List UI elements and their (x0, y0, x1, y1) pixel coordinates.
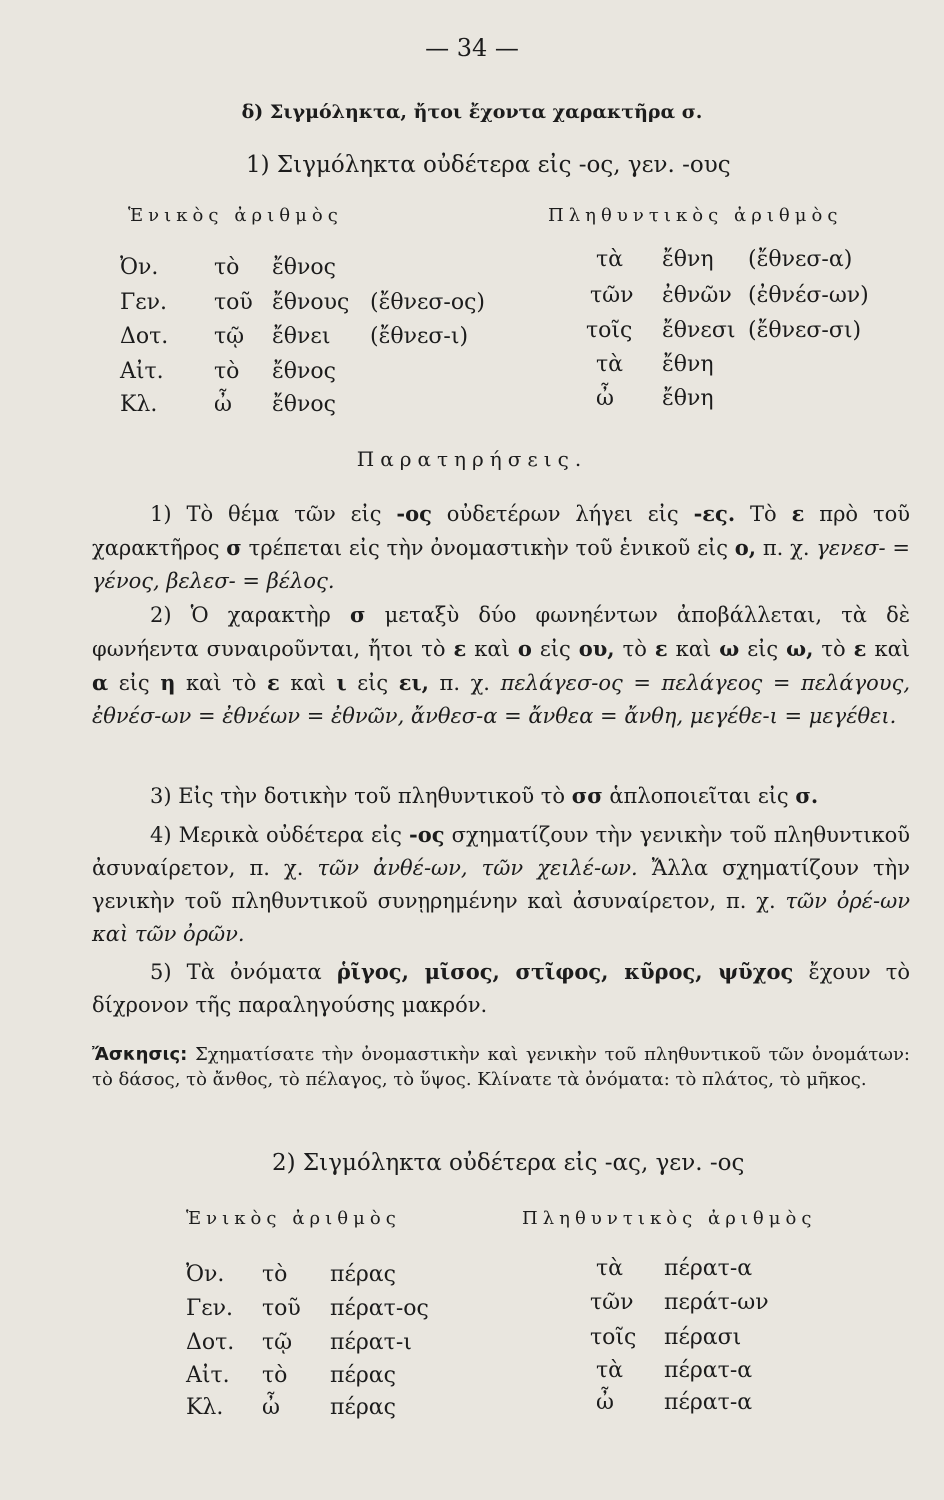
plural-form: πέρατ-α (664, 1256, 753, 1281)
article: ὦ (214, 392, 232, 417)
case-label: Ὀν. (186, 1262, 225, 1287)
plural-article: τῶν (590, 1290, 634, 1315)
plural-article: τὰ (596, 1256, 624, 1281)
stem-note: (ἔθνεσ-ος) (370, 290, 486, 315)
section-heading: δ) Σιγμόληκτα, ἤτοι ἔχοντα χαρακτῆρα σ. (241, 101, 703, 123)
plural-form: ἔθνη (662, 386, 714, 411)
table2-title: 2) Σιγμόληκτα οὐδέτερα εἰς -ας, γεν. -ος (272, 1150, 745, 1176)
exercise-label: Ἄσκησις: (92, 1044, 188, 1065)
article: τὸ (214, 359, 240, 384)
case-label: Αἰτ. (120, 359, 164, 384)
plural-article: τῶν (590, 283, 634, 308)
article: τὸ (214, 255, 240, 280)
plural-form: πέρατ-α (664, 1390, 753, 1415)
plural-form: ἔθνη (662, 352, 714, 377)
plural-form: ἔθνεσι (662, 318, 736, 343)
article: τὸ (262, 1262, 288, 1287)
page-number: — 34 — (425, 34, 519, 62)
table2-singular-header: Ἑνικὸς ἀριθμὸς (186, 1208, 401, 1229)
plural-form: ἔθνη (662, 247, 714, 272)
plural-article: τὰ (596, 1358, 624, 1383)
plural-article: τοῖς (590, 1325, 637, 1350)
plural-form: περάτ-ων (664, 1290, 769, 1315)
case-label: Δοτ. (120, 324, 169, 349)
case-label: Δοτ. (186, 1330, 235, 1355)
observation-2: 2) Ὁ χαρακτὴρ σ μεταξὺ δύο φωνηέντων ἀποβάλλεται, τὰ δὲ φωνήεντα συναιροῦνται, ἤτοι τὸ ε καὶ ο εἰς ου, τὸ ε καὶ ω εἰς ω, τὸ ε καὶ α εἰς η καὶ τὸ ε καὶ ι εἰς ει, π. χ. πελάγεσ-ος = πελάγεος = πελάγους, ἐθνέσ-ων = ἐθνέων = ἐθνῶν, ἄνθεσ-α = ἄνθεα = ἄνθη, μεγέθε-ι = μεγέθει. (92, 602, 911, 728)
table1-title: 1) Σιγμόληκτα οὐδέτερα εἰς -ος, γεν. -ους (246, 152, 731, 178)
observation-1: 1) Τὸ θέμα τῶν εἰς -ος οὐδετέρων λήγει εἰς -ες. Τὸ ε πρὸ τοῦ χαρακτῆρος σ τρέπεται εἰς τὴν ὀνομαστικὴν τοῦ ἑνικοῦ εἰς ο, π. χ. γενεσ- = γένος, βελεσ- = βέλος. (92, 501, 910, 593)
observation-4: 4) Μερικὰ οὐδέτερα εἰς -ος σχηματίζουν τὴν γενικὴν τοῦ πληθυντικοῦ ἀσυναίρετον, π. χ. τῶν ἀνθέ-ων, τῶν χειλέ-ων. Ἄλλα σχηματίζουν τὴν γενικὴν τοῦ πληθυντικοῦ συνῃρημένην καὶ ἀσυναίρετον, π. χ. τῶν ὀρέ-ων καὶ τῶν ὀρῶν. (92, 822, 911, 946)
plural-article: τὰ (596, 247, 624, 272)
table2-plural-header: Πληθυντικὸς ἀριθμὸς (522, 1208, 817, 1229)
article: ὦ (262, 1395, 280, 1420)
case-label: Αἰτ. (186, 1363, 230, 1388)
article: τοῦ (214, 290, 253, 315)
word-form: πέρατ-ι (330, 1330, 412, 1355)
word-form: ἔθνος (272, 359, 336, 384)
plural-article: τοῖς (586, 318, 633, 343)
case-label: Κλ. (186, 1395, 224, 1420)
case-label: Γεν. (120, 290, 168, 315)
stem-note: (ἔθνεσ-ι) (370, 324, 469, 349)
plural-form: πέρασι (664, 1325, 742, 1350)
plural-stem-note: (ἔθνεσ-α) (748, 247, 853, 272)
plural-stem-note: (ἐθνέσ-ων) (748, 283, 869, 308)
article: τῷ (262, 1330, 293, 1355)
plural-article: ὦ (596, 386, 614, 411)
word-form: ἔθνος (272, 392, 336, 417)
plural-form: πέρατ-α (664, 1358, 753, 1383)
article: τὸ (262, 1363, 288, 1388)
table1-plural-header: Πληθυντικὸς ἀριθμὸς (548, 205, 843, 226)
observation-3: 3) Εἰς τὴν δοτικὴν τοῦ πληθυντικοῦ τὸ σσ ἁπλοποιεῖται εἰς σ. (150, 783, 819, 808)
case-label: Γεν. (186, 1296, 234, 1321)
word-form: πέρας (330, 1363, 396, 1388)
plural-form: ἐθνῶν (662, 283, 732, 308)
article: τῷ (214, 324, 245, 349)
word-form: πέρατ-ος (330, 1296, 429, 1321)
article: τοῦ (262, 1296, 301, 1321)
plural-article: τὰ (596, 352, 624, 377)
word-form: ἔθνει (272, 324, 331, 349)
case-label: Ὀν. (120, 255, 159, 280)
exercise-block (92, 1042, 910, 1092)
word-form: πέρας (330, 1395, 396, 1420)
exercise-text: Σχηματίσατε τὴν ὀνομαστικὴν καὶ γενικὴν τοῦ πληθυντικοῦ τῶν ὀνομάτων: τὸ δάσος, τὸ ἄνθος, τὸ πέλαγος, τὸ ὕψος. Κλίνατε τὰ ὀνόματα: τὸ πλάτος, τὸ μῆκος. (92, 1044, 910, 1090)
plural-stem-note: (ἔθνεσ-σι) (748, 318, 862, 343)
observation-5: 5) Τὰ ὀνόματα ῥῖγος, μῖσος, στῖφος, κῦρος, ψῦχος ἔχουν τὸ δίχρονον τῆς παραληγούσης μακρόν. (92, 959, 911, 1017)
word-form: ἔθνους (272, 290, 350, 315)
table1-singular-header: Ἑνικὸς ἀριθμὸς (128, 205, 343, 226)
case-label: Κλ. (120, 392, 158, 417)
word-form: ἔθνος (272, 255, 336, 280)
observations-heading: Παρατηρήσεις. (356, 447, 588, 471)
word-form: πέρας (330, 1262, 396, 1287)
plural-article: ὦ (596, 1390, 614, 1415)
